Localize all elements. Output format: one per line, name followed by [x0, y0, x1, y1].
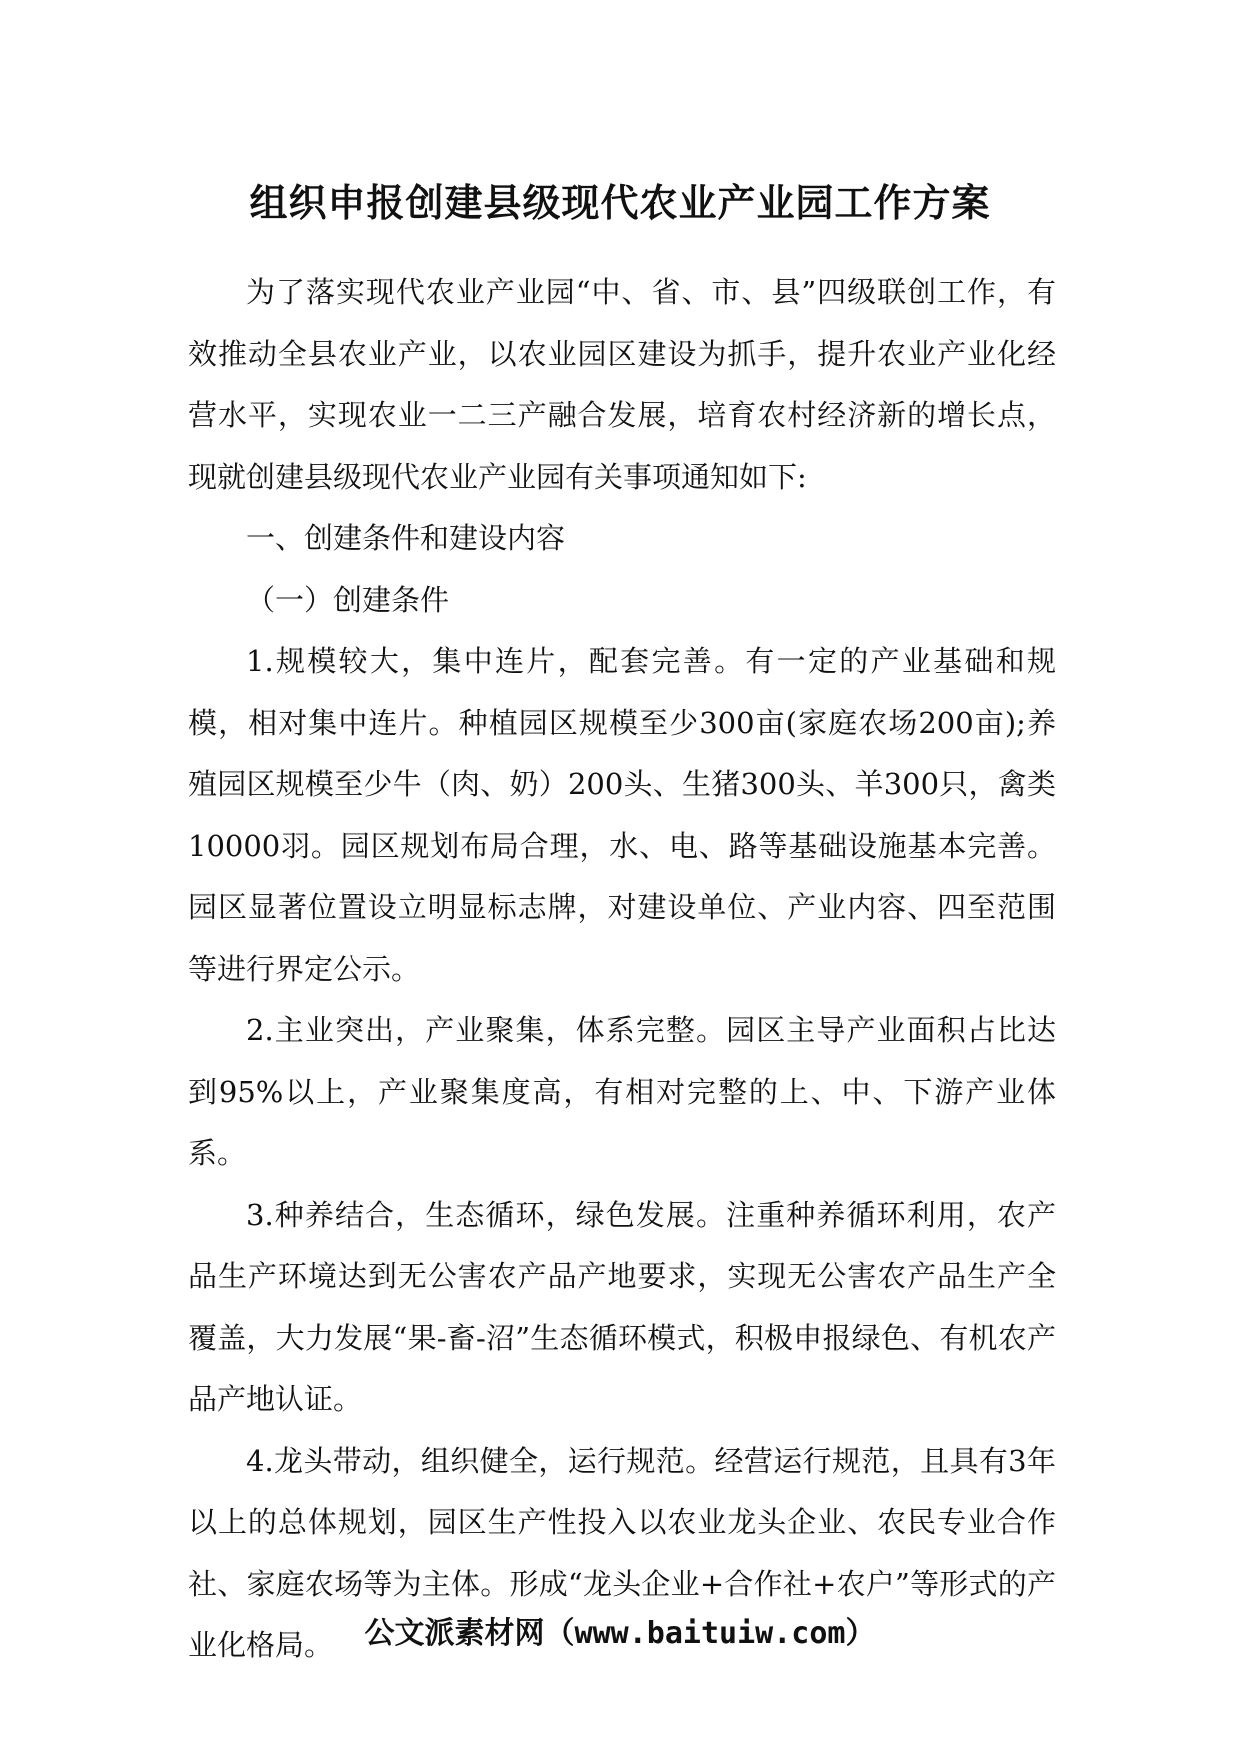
condition-paragraph-2: 2.主业突出，产业聚集，体系完整。园区主导产业面积占比达到95%以上，产业聚集度高，有相对完整的上、中、下游产业体系。 [188, 1013, 1056, 1170]
section-heading: 一、创建条件和建设内容 [246, 521, 566, 555]
document-body [188, 262, 1056, 1677]
footer-url: （www.baituiw.com） [544, 1616, 876, 1651]
condition-paragraph-3: 3.种养结合，生态循环，绿色发展。注重种养循环利用，农产品生产环境达到无公害农产品产地要求，实现无公害农产品生产全覆盖，大力发展“果-畜-沼”生态循环模式，积极申报绿色、有机农产品产地认证。 [188, 1197, 1056, 1416]
condition-paragraph-4: 4.龙头带动，组织健全，运行规范。经营运行规范，且具有3年以上的总体规划，园区生产性投入以农业龙头企业、农民专业合作社、家庭农场等为主体。形成“龙头企业+合作社+农户”等形式的产业化格局。 [188, 1443, 1056, 1662]
subsection-heading: （一）创建条件 [246, 582, 450, 617]
intro-paragraph: 为了落实现代农业产业园“中、省、市、县”四级联创工作，有效推动全县农业产业，以农业园区建设为抓手，提升农业产业化经营水平，实现农业一二三产融合发展，培育农村经济新的增长点，现就创建县级现代农业产业园有关事项通知如下: [188, 275, 1056, 494]
document-title: 组织申报创建县级现代农业产业园工作方案 [249, 181, 991, 225]
footer-watermark [0, 1612, 1240, 1656]
footer-site-name: 公文派素材网 [364, 1616, 545, 1651]
condition-paragraph-1: 1.规模较大，集中连片，配套完善。有一定的产业基础和规模，相对集中连片。种植园区规模至少300亩(家庭农场200亩);养殖园区规模至少牛（肉、奶）200头、生猪300头、羊300只，禽类10000羽。园区规划布局合理，水、电、路等基础设施基本完善。园区显著位置设立明显标志牌，对建设单位、产业内容、四至范围等进行界定公示。 [188, 644, 1056, 986]
